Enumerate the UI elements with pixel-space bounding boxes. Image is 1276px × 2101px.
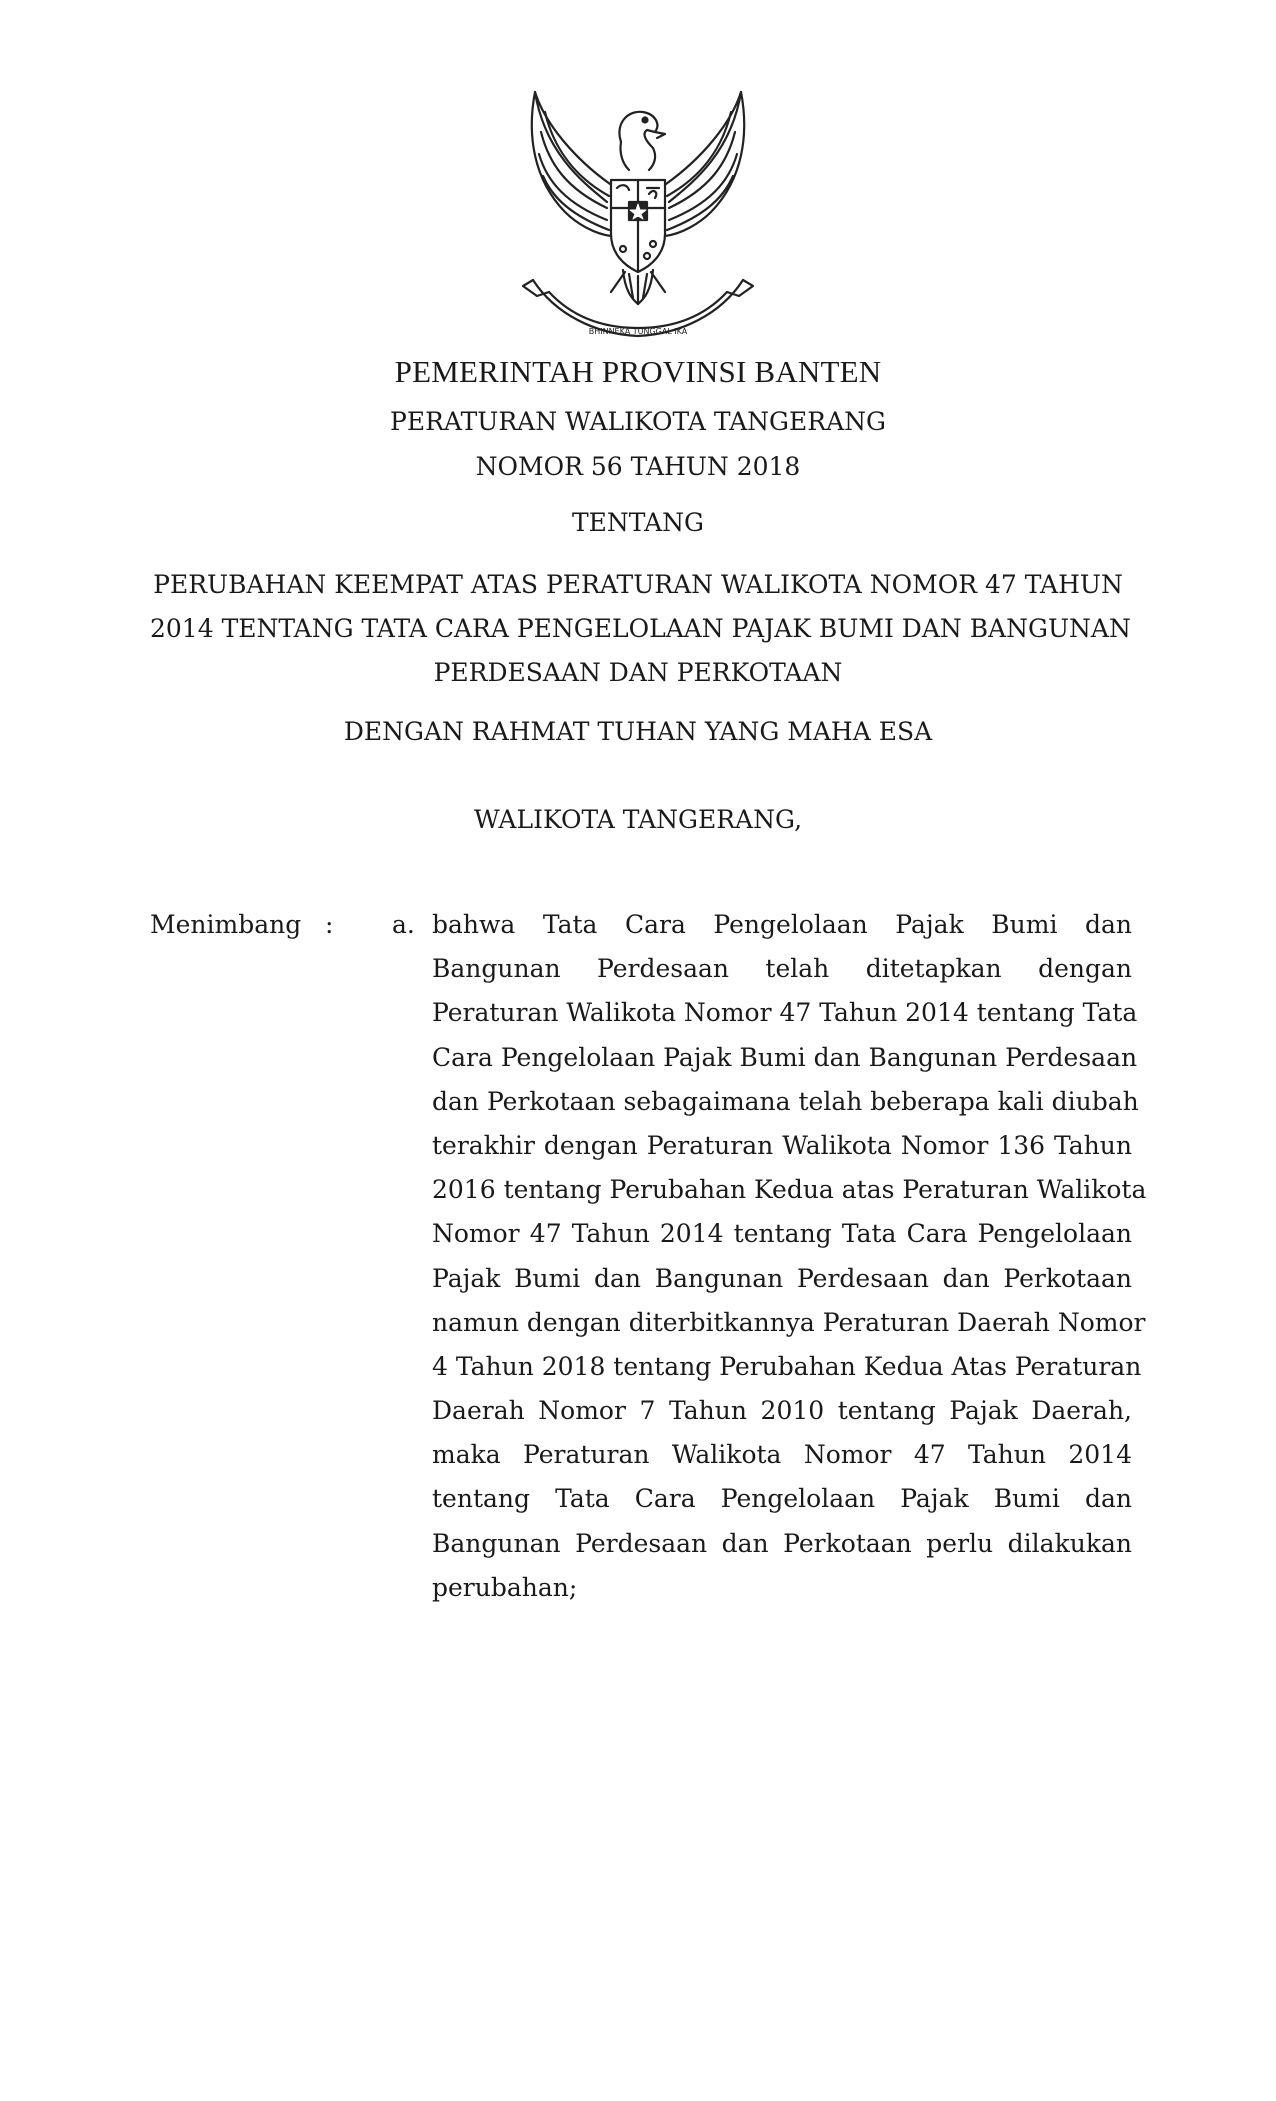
considering-colon: :	[325, 910, 334, 939]
garuda-pancasila-emblem-icon	[515, 84, 761, 346]
about-heading: TENTANG	[571, 508, 704, 537]
text-line: Daerah Nomor 7 Tahun 2010 tentang Pajak Daerah,	[432, 1396, 1132, 1426]
emblem-motto: BHINNEKA TUNGGAL IKA	[588, 327, 688, 336]
text-line: 2016 tentang Perubahan Kedua atas Peraturan Walikota	[432, 1175, 1147, 1205]
text-line: terakhir dengan Peraturan Walikota Nomor 136 Tahun	[432, 1130, 1132, 1160]
text-line: perubahan;	[432, 1572, 578, 1602]
text-line: 4 Tahun 2018 tentang Perubahan Kedua Atas Peraturan	[432, 1351, 1142, 1381]
text-line: namun dengan diterbitkannya Peraturan Daerah Nomor	[432, 1307, 1146, 1337]
regulation-subject	[150, 563, 1131, 695]
text-line: Bangunan Perdesaan dan Perkotaan perlu dilakukan	[432, 1528, 1132, 1558]
text-line: Bangunan Perdesaan telah ditetapkan dengan	[432, 954, 1132, 984]
government-title: PEMERINTAH PROVINSI BANTEN	[394, 354, 882, 389]
subject-line: PERDESAAN DAN PERKOTAAN	[433, 658, 843, 687]
text-line: Cara Pengelolaan Pajak Bumi dan Bangunan Perdesaan	[432, 1042, 1138, 1072]
list-item-marker: a.	[392, 910, 415, 939]
considering-label: Menimbang	[150, 910, 302, 939]
text-line: dan Perkotaan sebagaimana telah beberapa kali diubah	[432, 1086, 1139, 1116]
text-line: bahwa Tata Cara Pengelolaan Pajak Bumi dan	[432, 910, 1132, 939]
regulation-title: PERATURAN WALIKOTA TANGERANG	[390, 407, 886, 436]
subject-line: 2014 TENTANG TATA CARA PENGELOLAAN PAJAK BUMI DAN BANGUNAN	[150, 614, 1131, 643]
text-line: tentang Tata Cara Pengelolaan Pajak Bumi dan	[432, 1484, 1132, 1514]
text-line: Peraturan Walikota Nomor 47 Tahun 2014 tentang Tata	[432, 998, 1138, 1028]
text-line: maka Peraturan Walikota Nomor 47 Tahun 2014	[432, 1440, 1132, 1470]
blessing-line: DENGAN RAHMAT TUHAN YANG MAHA ESA	[343, 717, 933, 746]
considering-item-text	[432, 910, 1147, 1617]
regulation-number: NOMOR 56 TAHUN 2018	[475, 452, 801, 481]
subject-line: PERUBAHAN KEEMPAT ATAS PERATURAN WALIKOTA NOMOR 47 TAHUN	[153, 570, 1123, 599]
text-line: Pajak Bumi dan Bangunan Perdesaan dan Perkotaan	[432, 1263, 1132, 1293]
mayor-title: WALIKOTA TANGERANG,	[473, 805, 803, 834]
text-line: Nomor 47 Tahun 2014 tentang Tata Cara Pengelolaan	[432, 1219, 1132, 1249]
